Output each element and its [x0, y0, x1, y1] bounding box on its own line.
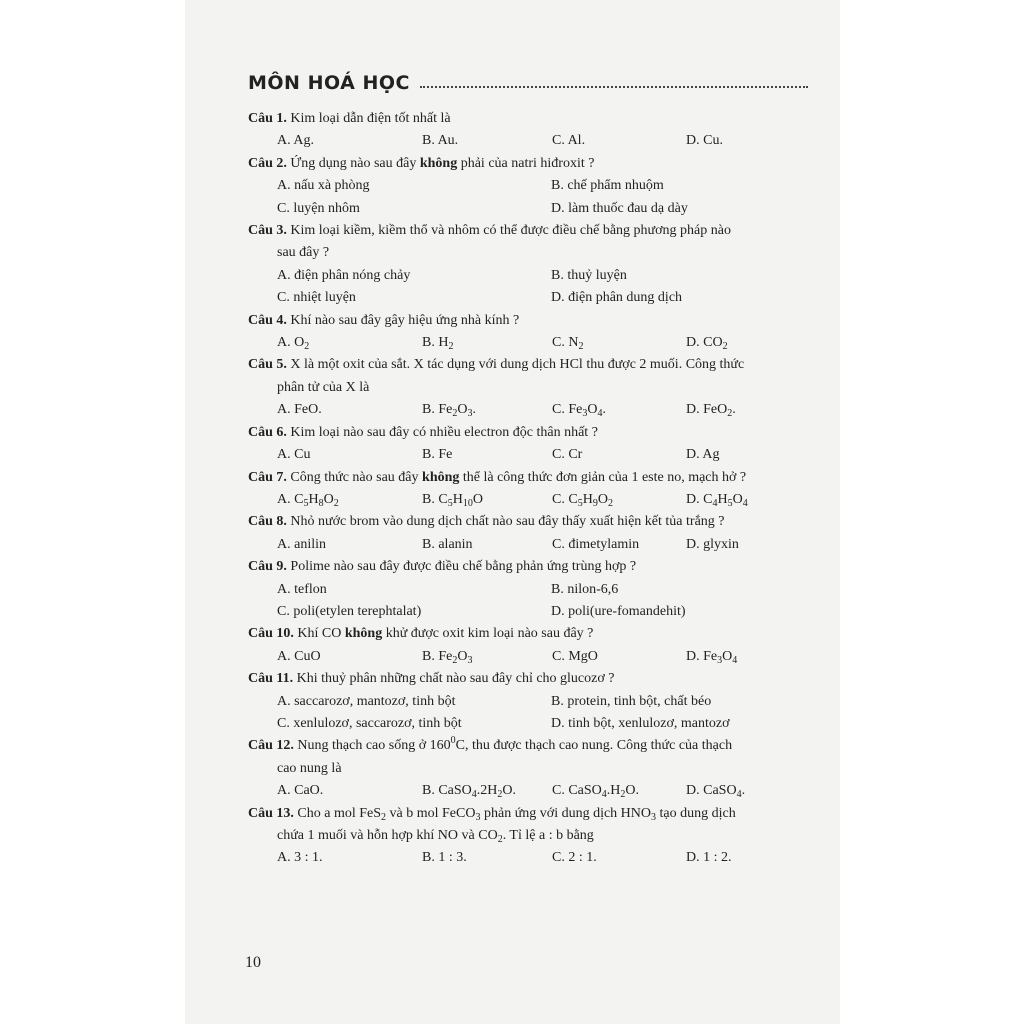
- answer-options: [248, 780, 818, 802]
- question-number: Câu 7.: [248, 469, 287, 485]
- title-dotted-rule: [420, 86, 808, 88]
- emphasis-text: không: [419, 155, 458, 171]
- answer-option-c: C. $Fe_3O_4$.: [552, 402, 606, 420]
- answer-option-c: C. poli(etylen terephtalat): [277, 603, 422, 619]
- question-10: [248, 623, 818, 668]
- question-number: Câu 6.: [248, 424, 287, 440]
- answer-options: [248, 489, 818, 511]
- section-title: MÔN HOÁ HỌC: [248, 72, 410, 94]
- answer-options: [248, 265, 818, 310]
- question-7: [248, 467, 818, 512]
- question-number: Câu 13.: [248, 805, 294, 821]
- question-6: [248, 422, 818, 467]
- answer-option-c: C. 2 : 1.: [552, 850, 597, 866]
- answer-options: [248, 691, 818, 736]
- question-stem: [248, 220, 818, 242]
- answer-option-b: B. chế phẩm nhuộm: [551, 178, 664, 194]
- stem-text: Ứng dụng nào sau đây: [286, 155, 420, 171]
- answer-option-b: B. 1 : 3.: [422, 850, 467, 866]
- question-stem: [248, 735, 818, 757]
- answer-option-b: B. $Fe_2O_3$: [422, 648, 473, 666]
- question-stem: [248, 310, 818, 332]
- answer-option-d: D. FeO$_2$.: [686, 402, 736, 420]
- question-stem: [248, 422, 818, 444]
- answer-options: [248, 130, 818, 152]
- emphasis-text: không: [344, 626, 383, 642]
- stem-continuation: chứa 1 muối và hỗn hợp khí NO và $CO_2$. Tỉ lệ a : b bằng: [277, 828, 594, 845]
- answer-options: [248, 579, 818, 624]
- stem-text: khử được oxit kim loại nào sau đây ?: [382, 626, 594, 642]
- question-number: Câu 4.: [248, 312, 287, 328]
- question-2: [248, 153, 818, 220]
- stem-text: Kim loại nào sau đây có nhiều electron độc thân nhất ?: [286, 424, 598, 440]
- question-number: Câu 12.: [248, 738, 294, 754]
- answer-option-b: B. protein, tinh bột, chất béo: [551, 693, 712, 709]
- stem-text: Công thức nào sau đây: [286, 469, 423, 485]
- question-list: [248, 108, 818, 870]
- stem-text: phải của natri hiđroxit ?: [457, 155, 595, 171]
- answer-option-c: C. $CaSO_4.H_2O$.: [552, 783, 640, 801]
- stem-continuation: cao nung là: [277, 760, 342, 776]
- answer-option-b: B. $Fe_2O_3$.: [422, 402, 476, 420]
- answer-options: [248, 399, 818, 421]
- answer-option-a: A. saccarozơ, mantozơ, tinh bột: [277, 693, 456, 709]
- answer-options: [248, 847, 818, 869]
- answer-option-a: A. 3 : 1.: [277, 850, 323, 866]
- answer-option-d: D. 1 : 2.: [686, 850, 732, 866]
- answer-option-b: B. Fe: [422, 447, 453, 463]
- question-13: [248, 803, 818, 870]
- question-stem: [248, 108, 818, 130]
- stem-text: Khí nào sau đây gây hiệu ứng nhà kính ?: [286, 312, 520, 328]
- answer-option-d: D. $Fe_3O_4$: [686, 648, 738, 666]
- answer-option-a: A. điện phân nóng chảy: [277, 267, 411, 283]
- answer-option-b: B. $C_5H_{10}O$: [422, 491, 483, 509]
- question-stem: [248, 803, 818, 825]
- answer-option-d: D. poli(ure-fomandehit): [551, 603, 686, 619]
- stem-text: Kim loại dẫn điện tốt nhất là: [286, 111, 451, 126]
- emphasis-text: không: [422, 469, 460, 485]
- stem-text: Kim loại kiềm, kiềm thổ và nhôm có thể được điều chế bằng phương pháp nào: [286, 223, 731, 239]
- answer-option-c: C. $N_2$: [552, 335, 584, 353]
- stem-text: Polime nào sau đây được điều chế bằng phản ứng trùng hợp ?: [286, 559, 637, 575]
- answer-option-b: B. $CaSO_4.2H_2O$.: [422, 783, 517, 801]
- stem-text: Khí CO: [293, 626, 345, 642]
- answer-option-c: C. $C_5H_9O_2$: [552, 491, 613, 509]
- question-5: [248, 354, 818, 421]
- question-stem: [248, 623, 818, 645]
- answer-option-a: A. Ag.: [277, 133, 314, 149]
- question-4: [248, 310, 818, 355]
- answer-option-a: A. teflon: [277, 581, 327, 597]
- question-number: Câu 8.: [248, 514, 287, 530]
- answer-options: [248, 646, 818, 668]
- question-9: [248, 556, 818, 623]
- answer-option-b: B. alanin: [422, 536, 473, 552]
- question-number: Câu 2.: [248, 155, 287, 171]
- answer-option-a: A. Cu: [277, 447, 311, 463]
- answer-option-d: D. điện phân dung dịch: [551, 290, 683, 306]
- answer-option-b: B. Au.: [422, 133, 459, 149]
- question-stem: [248, 467, 818, 489]
- question-1: [248, 108, 818, 153]
- question-stem: [248, 153, 818, 175]
- answer-options: [248, 444, 818, 466]
- section-header: [248, 64, 808, 94]
- stem-text: Nhỏ nước brom vào dung dịch chất nào sau đây thấy xuất hiện kết tủa trắng ?: [286, 514, 725, 530]
- answer-option-c: C. nhiệt luyện: [277, 290, 356, 306]
- answer-options: [248, 534, 818, 556]
- answer-option-a: A. $C_5H_8O_2$: [277, 491, 339, 509]
- stem-text: Cho a mol FeS$_2$ và b mol FeCO$_3$ phản ứng với dung dịch $HNO_3$ tạo dung dịch: [293, 805, 736, 823]
- stem-text: X là một oxit của sắt. X tác dụng với dung dịch HCl thu được 2 muối. Công thức: [286, 357, 745, 373]
- answer-option-a: A. FeO.: [277, 402, 322, 418]
- page-number: 10: [245, 954, 261, 971]
- answer-option-b: B. nilon-6,6: [551, 581, 619, 597]
- question-11: [248, 668, 818, 735]
- question-number: Câu 1.: [248, 111, 287, 126]
- question-number: Câu 3.: [248, 223, 287, 239]
- answer-option-a: A. nấu xà phòng: [277, 178, 370, 194]
- stem-text: Khi thuỷ phân những chất nào sau đây chỉ cho glucozơ ?: [293, 671, 615, 687]
- answer-option-d: D. Cu.: [686, 133, 723, 149]
- stem-text: thể là công thức đơn giản của 1 este no, mạch hở ?: [459, 469, 747, 485]
- question-number: Câu 9.: [248, 559, 287, 575]
- answer-option-a: A. anilin: [277, 536, 326, 552]
- answer-option-d: D. glyxin: [686, 536, 739, 552]
- answer-option-c: C. Cr: [552, 447, 583, 463]
- answer-option-d: D. CaSO$_4$.: [686, 783, 746, 801]
- answer-option-c: C. đimetylamin: [552, 536, 640, 552]
- answer-option-b: B. $H_2$: [422, 335, 454, 353]
- question-stem: [248, 668, 818, 690]
- stem-continuation: phân tử của X là: [277, 379, 370, 395]
- answer-option-d: D. $CO_2$: [686, 335, 728, 353]
- answer-option-d: D. $C_4H_5O_4$: [686, 491, 748, 509]
- answer-option-d: D. tinh bột, xenlulozơ, mantozơ: [551, 715, 730, 731]
- answer-option-d: D. Ag: [686, 447, 720, 463]
- answer-option-c: C. luyện nhôm: [277, 200, 360, 216]
- question-8: [248, 511, 818, 556]
- answer-option-b: B. thuỷ luyện: [551, 267, 627, 283]
- stem-continuation: sau đây ?: [277, 245, 330, 261]
- stem-text: Nung thạch cao sống ở $160^0C$, thu được thạch cao nung. Công thức của thạch: [293, 735, 733, 754]
- answer-option-c: C. xenlulozơ, saccarozơ, tinh bột: [277, 715, 462, 731]
- answer-option-a: A. CaO.: [277, 783, 324, 799]
- answer-option-c: C. Al.: [552, 133, 586, 149]
- answer-option-a: A. $O_2$: [277, 335, 310, 353]
- question-stem: [248, 511, 818, 533]
- answer-options: [248, 175, 818, 220]
- question-12: [248, 735, 818, 802]
- question-stem: [248, 354, 818, 376]
- question-number: Câu 10.: [248, 626, 294, 642]
- answer-option-d: D. làm thuốc đau dạ dày: [551, 200, 688, 216]
- question-3: [248, 220, 818, 310]
- question-stem: [248, 556, 818, 578]
- answer-options: [248, 332, 818, 354]
- question-number: Câu 5.: [248, 357, 287, 373]
- answer-option-c: C. MgO: [552, 648, 598, 664]
- answer-option-a: A. CuO: [277, 648, 321, 664]
- question-number: Câu 11.: [248, 671, 294, 687]
